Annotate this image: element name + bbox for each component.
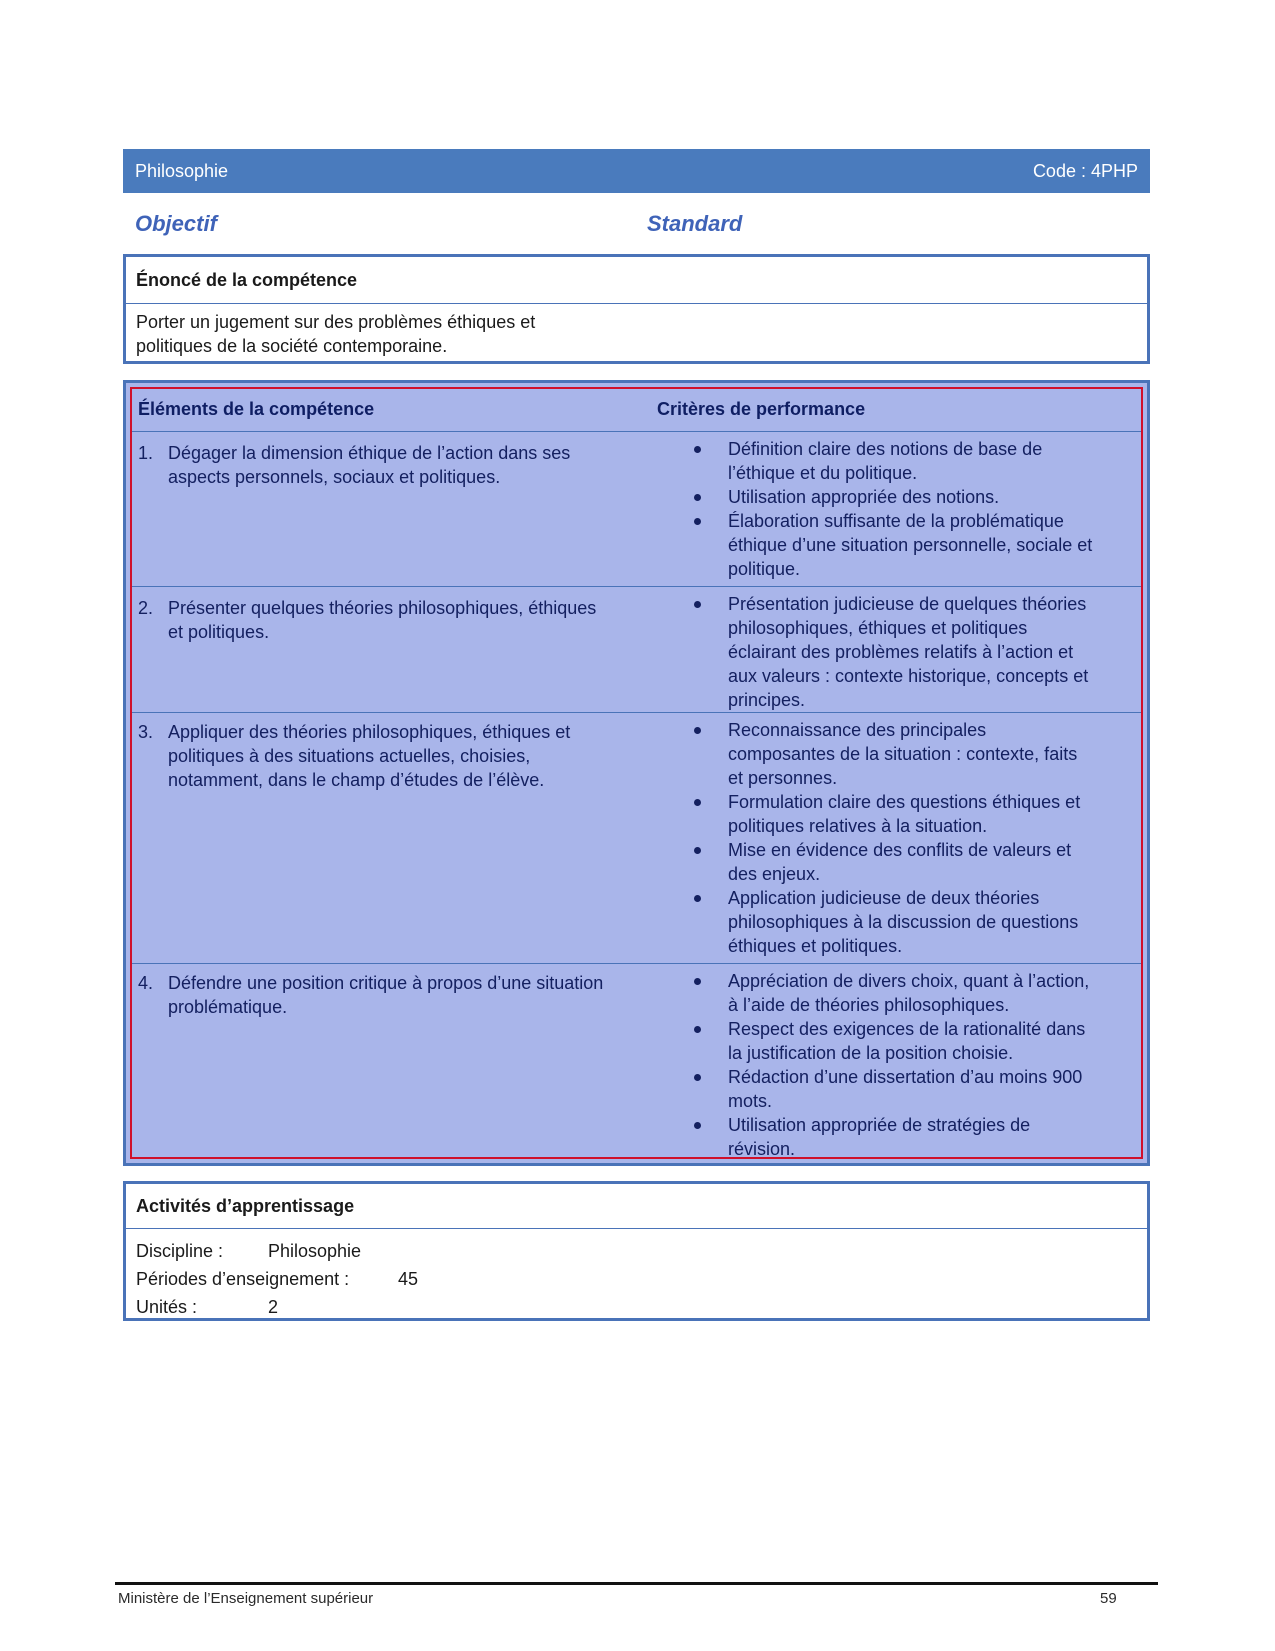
element-text: Défendre une position critique à propos d’une situation problématique. (168, 973, 604, 1017)
competency-elements-table (123, 380, 1150, 1166)
criteria-cell (693, 437, 1093, 581)
element-text: Présenter quelques théories philosophiques, éthiques et politiques. (168, 598, 597, 642)
periods-line (136, 1265, 1137, 1293)
column-header-elements: Éléments de la compétence (138, 399, 375, 419)
criteria-item: Formulation claire des questions éthiques et politiques relatives à la situation. (693, 790, 1093, 838)
table-row (132, 431, 1141, 587)
learning-activities-title: Activités d’apprentissage (126, 1184, 1147, 1229)
table-row (132, 586, 1141, 713)
objective-label: Objectif (135, 211, 217, 236)
bullet-icon (694, 799, 701, 806)
units-line (136, 1293, 1137, 1321)
table-row (132, 963, 1141, 1163)
bullet-icon (694, 1122, 701, 1129)
element-number: 4. (138, 973, 154, 993)
bullet-icon (694, 494, 701, 501)
page-number: 59 (1100, 1590, 1117, 1607)
criteria-item: Élaboration suffisante de la problématique éthique d’une situation personnelle, sociale et politique. (693, 509, 1093, 581)
course-code: Code : 4PHP (1032, 160, 1138, 181)
element-number: 2. (138, 598, 154, 618)
footer-divider (115, 1582, 1158, 1585)
learning-activities-box (123, 1181, 1150, 1321)
periods-label: Périodes d’enseignement : (136, 1269, 350, 1289)
element-number: 3. (138, 722, 154, 742)
competency-statement-box (123, 254, 1150, 364)
bullet-icon (694, 1026, 701, 1033)
periods-value: 45 (398, 1269, 419, 1289)
standard-label: Standard (647, 211, 743, 236)
criteria-item: Appréciation de divers choix, quant à l’action, à l’aide de théories philosophiques. (693, 969, 1093, 1017)
subject-title: Philosophie (135, 160, 229, 181)
criteria-item: Rédaction d’une dissertation d’au moins 900 mots. (693, 1065, 1093, 1113)
criteria-item: Application judicieuse de deux théories philosophiques à la discussion de questions éthiques et politiques. (693, 886, 1093, 958)
bullet-icon (694, 978, 701, 985)
table-row (132, 712, 1141, 964)
competency-statement-title: Énoncé de la compétence (126, 257, 1147, 304)
criteria-item: Utilisation appropriée de stratégies de révision. (693, 1113, 1093, 1161)
discipline-value: Philosophie (268, 1241, 362, 1261)
bullet-icon (694, 727, 701, 734)
bullet-icon (694, 895, 701, 902)
bullet-icon (694, 1074, 701, 1081)
discipline-line (136, 1237, 1137, 1265)
criteria-item: Respect des exigences de la rationalité dans la justification de la position choisie. (693, 1017, 1093, 1065)
criteria-item: Définition claire des notions de base de l’éthique et du politique. (693, 437, 1093, 485)
footer-ministry: Ministère de l’Enseignement supérieur (118, 1590, 374, 1607)
element-number: 1. (138, 443, 154, 463)
criteria-item: Utilisation appropriée des notions. (693, 485, 1093, 509)
units-label: Unités : (136, 1297, 198, 1317)
table-header-row (132, 389, 1141, 432)
criteria-cell (693, 969, 1093, 1161)
criteria-item: Reconnaissance des principales composantes de la situation : contexte, faits et personnes. (693, 718, 1093, 790)
bullet-icon (694, 518, 701, 525)
column-header-criteria: Critères de performance (657, 399, 866, 419)
criteria-cell (693, 592, 1093, 712)
bullet-icon (694, 601, 701, 608)
element-text: Appliquer des théories philosophiques, éthiques et politiques à des situations actuelles, choisies, notamment, dans le champ d’études de l’élève. (168, 722, 571, 790)
units-value: 2 (268, 1297, 279, 1317)
bullet-icon (694, 847, 701, 854)
bullet-icon (694, 446, 701, 453)
criteria-cell (693, 718, 1093, 958)
subject-header-bar (123, 149, 1150, 193)
learning-activities-details (126, 1229, 1147, 1321)
objective-standard-row (135, 211, 775, 237)
element-text: Dégager la dimension éthique de l’action dans ses aspects personnels, sociaux et politiques. (168, 443, 571, 487)
criteria-item: Présentation judicieuse de quelques théories philosophiques, éthiques et politiques éclairant des problèmes relatifs à l’action et aux valeurs : contexte historique, concepts et principes. (693, 592, 1093, 712)
table-frame (130, 387, 1143, 1159)
competency-statement-text: Porter un jugement sur des problèmes éthiques et politiques de la société contemporaine. (136, 312, 536, 356)
criteria-item: Mise en évidence des conflits de valeurs et des enjeux. (693, 838, 1093, 886)
discipline-label: Discipline : (136, 1241, 224, 1261)
